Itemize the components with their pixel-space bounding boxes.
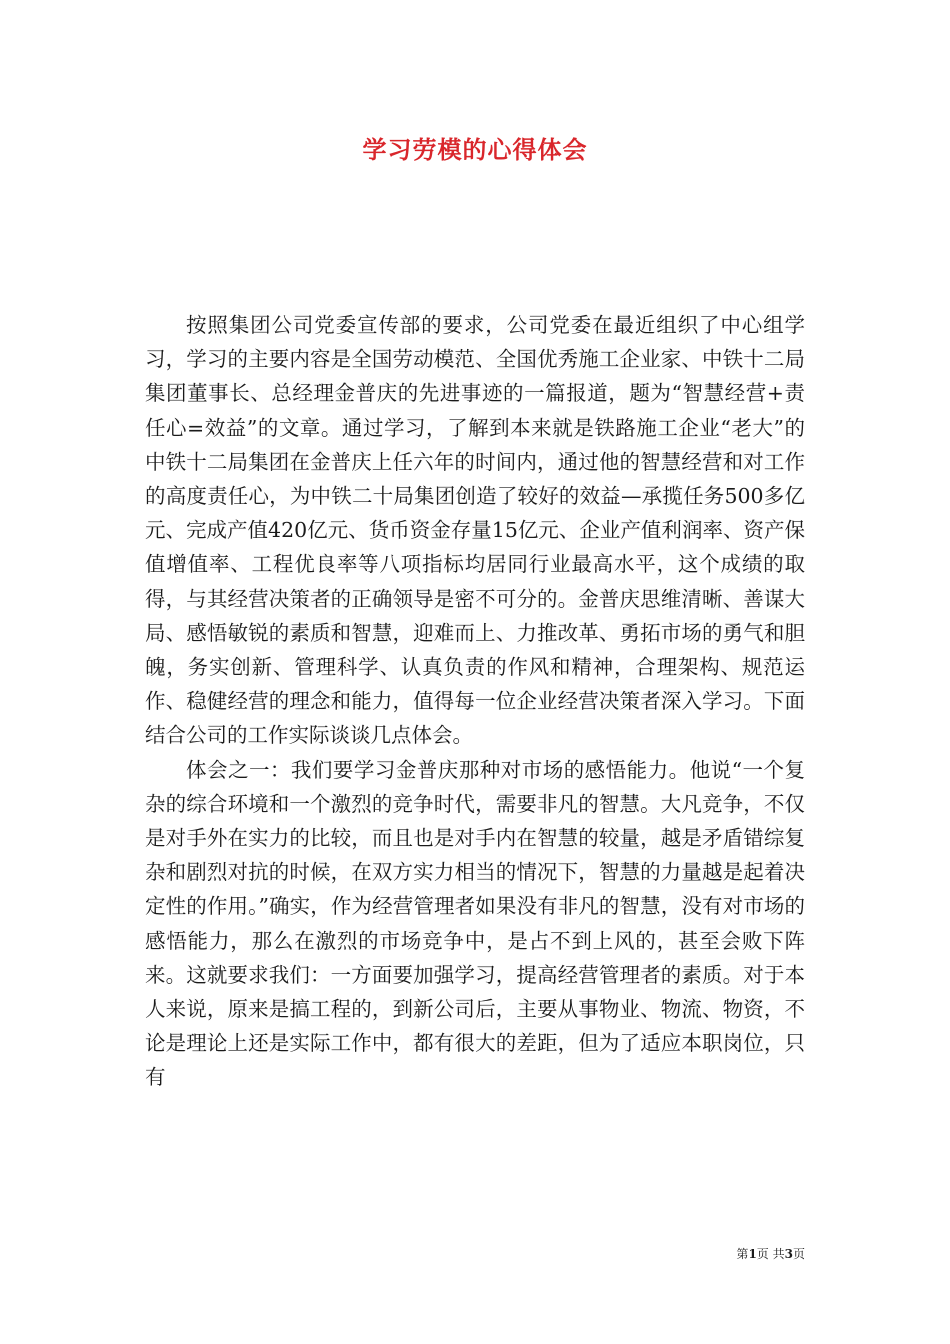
paragraph-intro: 按照集团公司党委宣传部的要求，公司党委在最近组织了中心组学习，学习的主要内容是全国劳动模范、全国优秀施工企业家、中铁十二局集团董事长、总经理金普庆的先进事迹的一篇报道，题为“智慧经营+责任心=效益”的文章。通过学习，了解到本来就是铁路施工企业“老大”的中铁十二局集团在金普庆上任六年的时间内，通过他的智慧经营和对工作的高度责任心，为中铁二十局集团创造了较好的效益—承揽任务500多亿元、完成产值420亿元、货币资金存量15亿元、企业产值利润率、资产保值增值率、工程优良率等八项指标均居同行业最高水平，这个成绩的取得，与其经营决策者的正确领导是密不可分的。金普庆思维清晰、善谋大局、感悟敏锐的素质和智慧，迎难而上、力推改革、勇拓市场的勇气和胆魄，务实创新、管理科学、认真负责的作风和精神，合理架构、规范运作、稳健经营的理念和能力，值得每一位企业经营决策者深入学习。下面结合公司的工作实际谈谈几点体会。: [145, 313, 805, 748]
document-body: [145, 308, 805, 1095]
paragraph-insight-one: 体会之一：我们要学习金普庆那种对市场的感悟能力。他说“一个复杂的综合环境和一个激烈的竞争时代，需要非凡的智慧。大凡竞争，不仅是对手外在实力的比较，而且也是对手内在智慧的较量，越是矛盾错综复杂和剧烈对抗的时候，在双方实力相当的情况下，智慧的力量越是起着决定性的作用。”确实，作为经营管理者如果没有非凡的智慧，没有对市场的感悟能力，那么在激烈的市场竞争中，是占不到上风的，甚至会败下阵来。这就要求我们：一方面要加强学习，提高经营管理者的素质。对于本人来说，原来是搞工程的，到新公司后，主要从事物业、物流、物资，不论是理论上还是实际工作中，都有很大的差距，但为了适应本职岗位，只有: [145, 757, 805, 1090]
footer-prefix: 第: [736, 1247, 749, 1261]
footer-middle: 页 共: [756, 1247, 785, 1261]
footer-suffix: 页: [792, 1247, 805, 1261]
total-page-number: 3: [784, 1247, 793, 1261]
current-page-number: 1: [748, 1247, 757, 1261]
document-title: 学习劳模的心得体会: [362, 135, 588, 164]
page-number-footer: [736, 1245, 805, 1262]
